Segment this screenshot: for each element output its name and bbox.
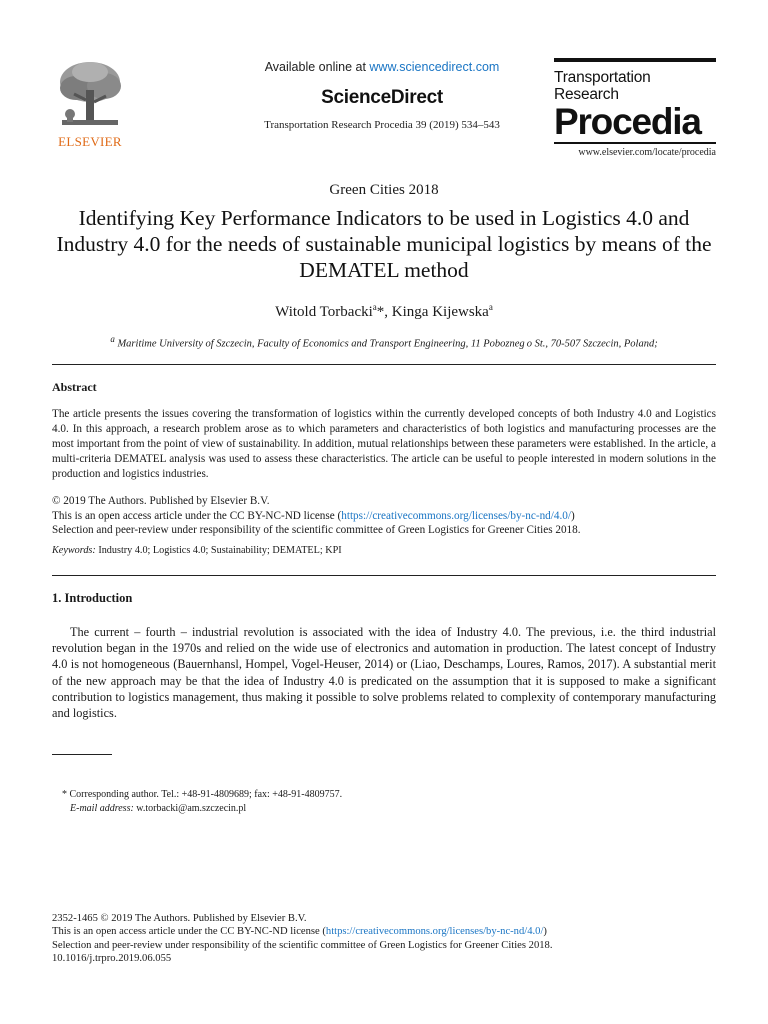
peer-review-line: Selection and peer-review under responsibility of the scientific committee of Green Logistics for Greener Cities 2018. [52,524,581,536]
abstract-top-rule [52,364,716,365]
author-2-affil-mark: a [488,302,493,312]
abstract-bottom-rule [52,575,716,576]
author-2: Kinga Kijewska [391,304,489,320]
corresponding-author-note: * Corresponding author. Tel.: +48-91-4809689; fax: +48-91-4809757. [62,789,343,800]
open-access-prefix: This is an open access article under the CC BY-NC-ND license ( [52,509,342,522]
section-heading-introduction: 1. Introduction [52,591,133,605]
sciencedirect-link[interactable]: www.sciencedirect.com [369,60,500,74]
keywords-line [52,545,716,556]
footer-open-access-suffix: ) [543,926,547,938]
license-link[interactable]: https://creativecommons.org/licenses/by-nc-nd/4.0/ [341,509,571,522]
keywords-label: Keywords: [52,545,96,556]
footer-open-access [52,925,716,938]
abstract-heading: Abstract [52,380,97,394]
author-1: Witold Torbacki [275,304,373,320]
journal-logo-topbar [554,58,716,62]
keywords-text: Industry 4.0; Logistics 4.0; Sustainability; DEMATEL; KPI [95,545,342,556]
available-online [202,60,562,74]
elsevier-wordmark: ELSEVIER [58,134,122,149]
journal-logo-line2: Research [554,86,619,103]
conference-name: Green Cities 2018 [329,182,439,198]
available-prefix: Available online at [264,60,370,74]
footer-peer-review: Selection and peer-review under responsibility of the scientific committee of Green Logistics for Greener Cities 2018. [52,939,553,951]
footer-license-link[interactable]: https://creativecommons.org/licenses/by-nc-nd/4.0/ [325,926,544,938]
header-center [202,60,562,131]
page-header [52,58,716,163]
journal-logo-bottombar [554,142,716,144]
footer-open-access-prefix: This is an open access article under the CC BY-NC-ND license ( [52,926,326,938]
journal-logo [554,58,716,158]
page-footer [52,912,716,966]
open-access-line [52,509,716,524]
journal-url[interactable]: www.elsevier.com/locate/procedia [578,147,716,158]
elsevier-logo [52,60,128,152]
introduction-paragraph: The current – fourth – industrial revolution is associated with the idea of Industry 4.0. The previous, i.e. the third industrial revolution began in the 1970s and relied on the wide use of electronics and automation in production. The latest concept of Industry 4.0 is not homogeneous (Bauernhansl, Hompel, Vogel-Heuser, 2014) or (Liao, Deschamps, Loures, Ramos, 2017). A substantial merit of the new approach may be that the idea of Industry 4.0 is predicated on the assumption that it is supposed to make a significant contribution to logistics management, thus making it possible to solve problems related to complexity of contemporary manufacturing and logistics. [52,625,716,721]
journal-logo-line3: Procedia [554,101,701,142]
sciencedirect-logo: ScienceDirect [321,87,443,108]
copyright-line: © 2019 The Authors. Published by Elsevier B.V. [52,495,270,507]
paper-title: Identifying Key Performance Indicators to be used in Logistics 4.0 and Industry 4.0 for the needs of sustainable municipal logistics by means of the DEMATEL method [56,206,712,282]
email-label: E-mail address: [70,803,134,814]
footer-issn: 2352-1465 © 2019 The Authors. Published by Elsevier B.V. [52,913,307,924]
elsevier-tree-icon [56,60,124,132]
journal-logo-line1: Transportation [554,69,651,86]
footer-doi[interactable]: 10.1016/j.trpro.2019.06.055 [52,953,172,965]
author-separator: , [384,304,392,320]
email-address[interactable]: w.torbacki@am.szczecin.pl [133,803,247,814]
author-1-affil-mark: a [372,302,377,312]
author-1-star: * [376,304,385,320]
author-list [0,302,768,321]
open-access-suffix: ) [570,509,575,522]
journal-citation: Transportation Research Procedia 39 (2019) 534–543 [264,119,500,131]
license-block [52,494,716,538]
affiliation [0,334,768,350]
footnote-rule [52,754,112,755]
affiliation-mark: a [110,334,115,344]
email-note [70,803,246,814]
affiliation-text: Maritime University of Szczecin, Faculty of Economics and Transport Engineering, 11 Pobozneg o St., 70-507 Szczecin, Poland; [117,338,658,350]
abstract-text: The article presents the issues covering the transformation of logistics within the currently developed concepts of both Industry 4.0 and Logistics 4.0. In this approach, a research problem arose as to which parameters and characteristics of both logistics and manufacturing processes are the most important from the point of view of sustainability. In addition, mutual relationships between these parameters were established. In the article, a multi-criteria DEMATEL analysis was used to assess these characteristics. The article can be useful to people interested in modern solutions in the production and logistics industries. [52,408,716,480]
